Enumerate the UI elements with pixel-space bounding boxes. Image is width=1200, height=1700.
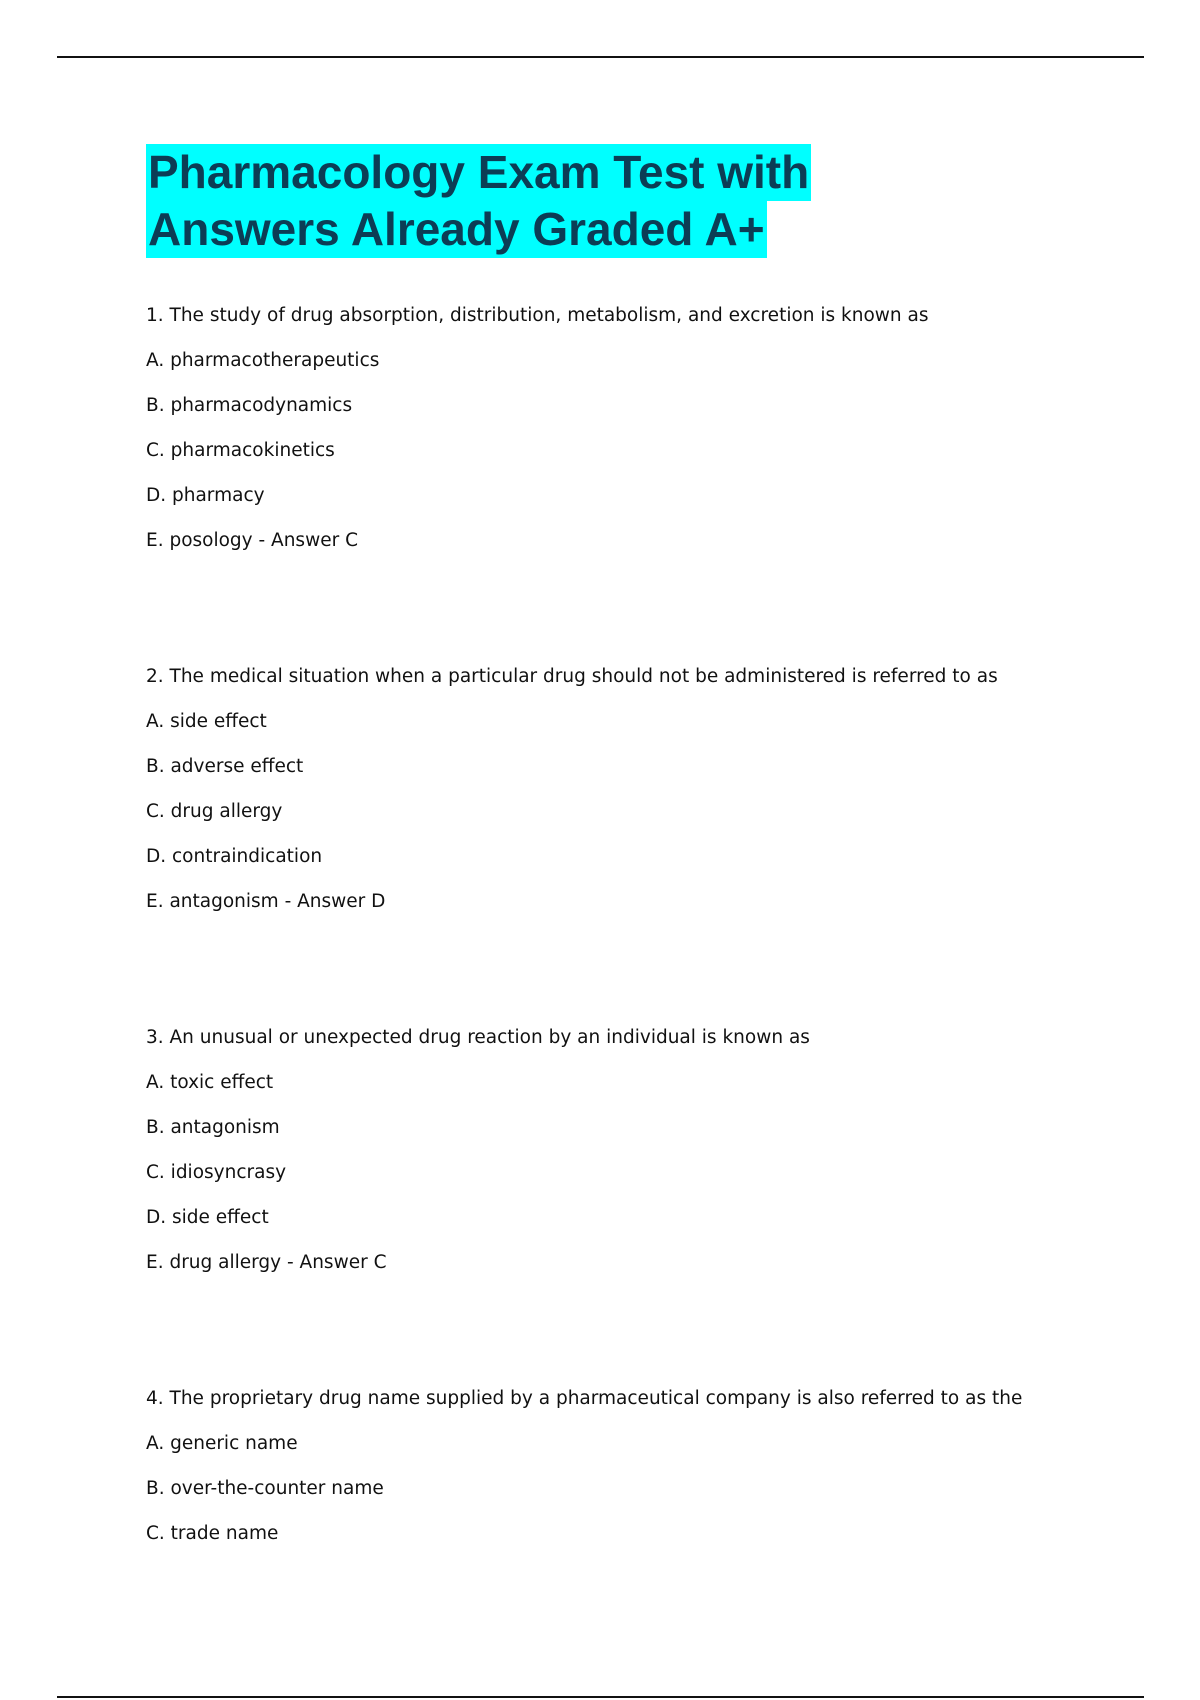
answer-option: C. drug allergy	[146, 801, 283, 822]
question-2	[146, 663, 1146, 933]
question-3	[146, 1024, 1146, 1294]
answer-option: B. pharmacodynamics	[146, 395, 353, 416]
answer-option: B. over-the-counter name	[146, 1478, 384, 1499]
answer-option: B. antagonism	[146, 1117, 280, 1138]
question-stem: 1. The study of drug absorption, distribution, metabolism, and excretion is known as	[146, 305, 929, 326]
header-rule	[57, 56, 1144, 58]
title-line-2: Answers Already Graded A+	[146, 201, 767, 258]
answer-option: E. posology - Answer C	[146, 530, 358, 551]
answer-option: A. side effect	[146, 711, 267, 732]
question-stem: 4. The proprietary drug name supplied by a pharmaceutical company is also referred to as the	[146, 1388, 1023, 1409]
question-1	[146, 302, 1146, 572]
answer-option: A. toxic effect	[146, 1072, 274, 1093]
answer-option: A. generic name	[146, 1433, 298, 1454]
footer-rule	[57, 1696, 1144, 1698]
question-stem: 2. The medical situation when a particular drug should not be administered is referred to as	[146, 666, 998, 687]
title-line-1: Pharmacology Exam Test with	[146, 144, 811, 201]
answer-option: C. idiosyncrasy	[146, 1162, 287, 1183]
page-title	[146, 144, 811, 258]
answer-option: C. pharmacokinetics	[146, 440, 335, 461]
answer-option: E. antagonism - Answer D	[146, 891, 386, 912]
answer-option: A. pharmacotherapeutics	[146, 350, 380, 371]
answer-option: D. side effect	[146, 1207, 269, 1228]
answer-option: D. contraindication	[146, 846, 323, 867]
question-stem: 3. An unusual or unexpected drug reaction by an individual is known as	[146, 1027, 810, 1048]
answer-option: B. adverse effect	[146, 756, 304, 777]
answer-option: D. pharmacy	[146, 485, 265, 506]
question-4	[146, 1385, 1146, 1565]
answer-option: C. trade name	[146, 1523, 279, 1544]
answer-option: E. drug allergy - Answer C	[146, 1252, 387, 1273]
question-list	[146, 302, 1146, 1656]
